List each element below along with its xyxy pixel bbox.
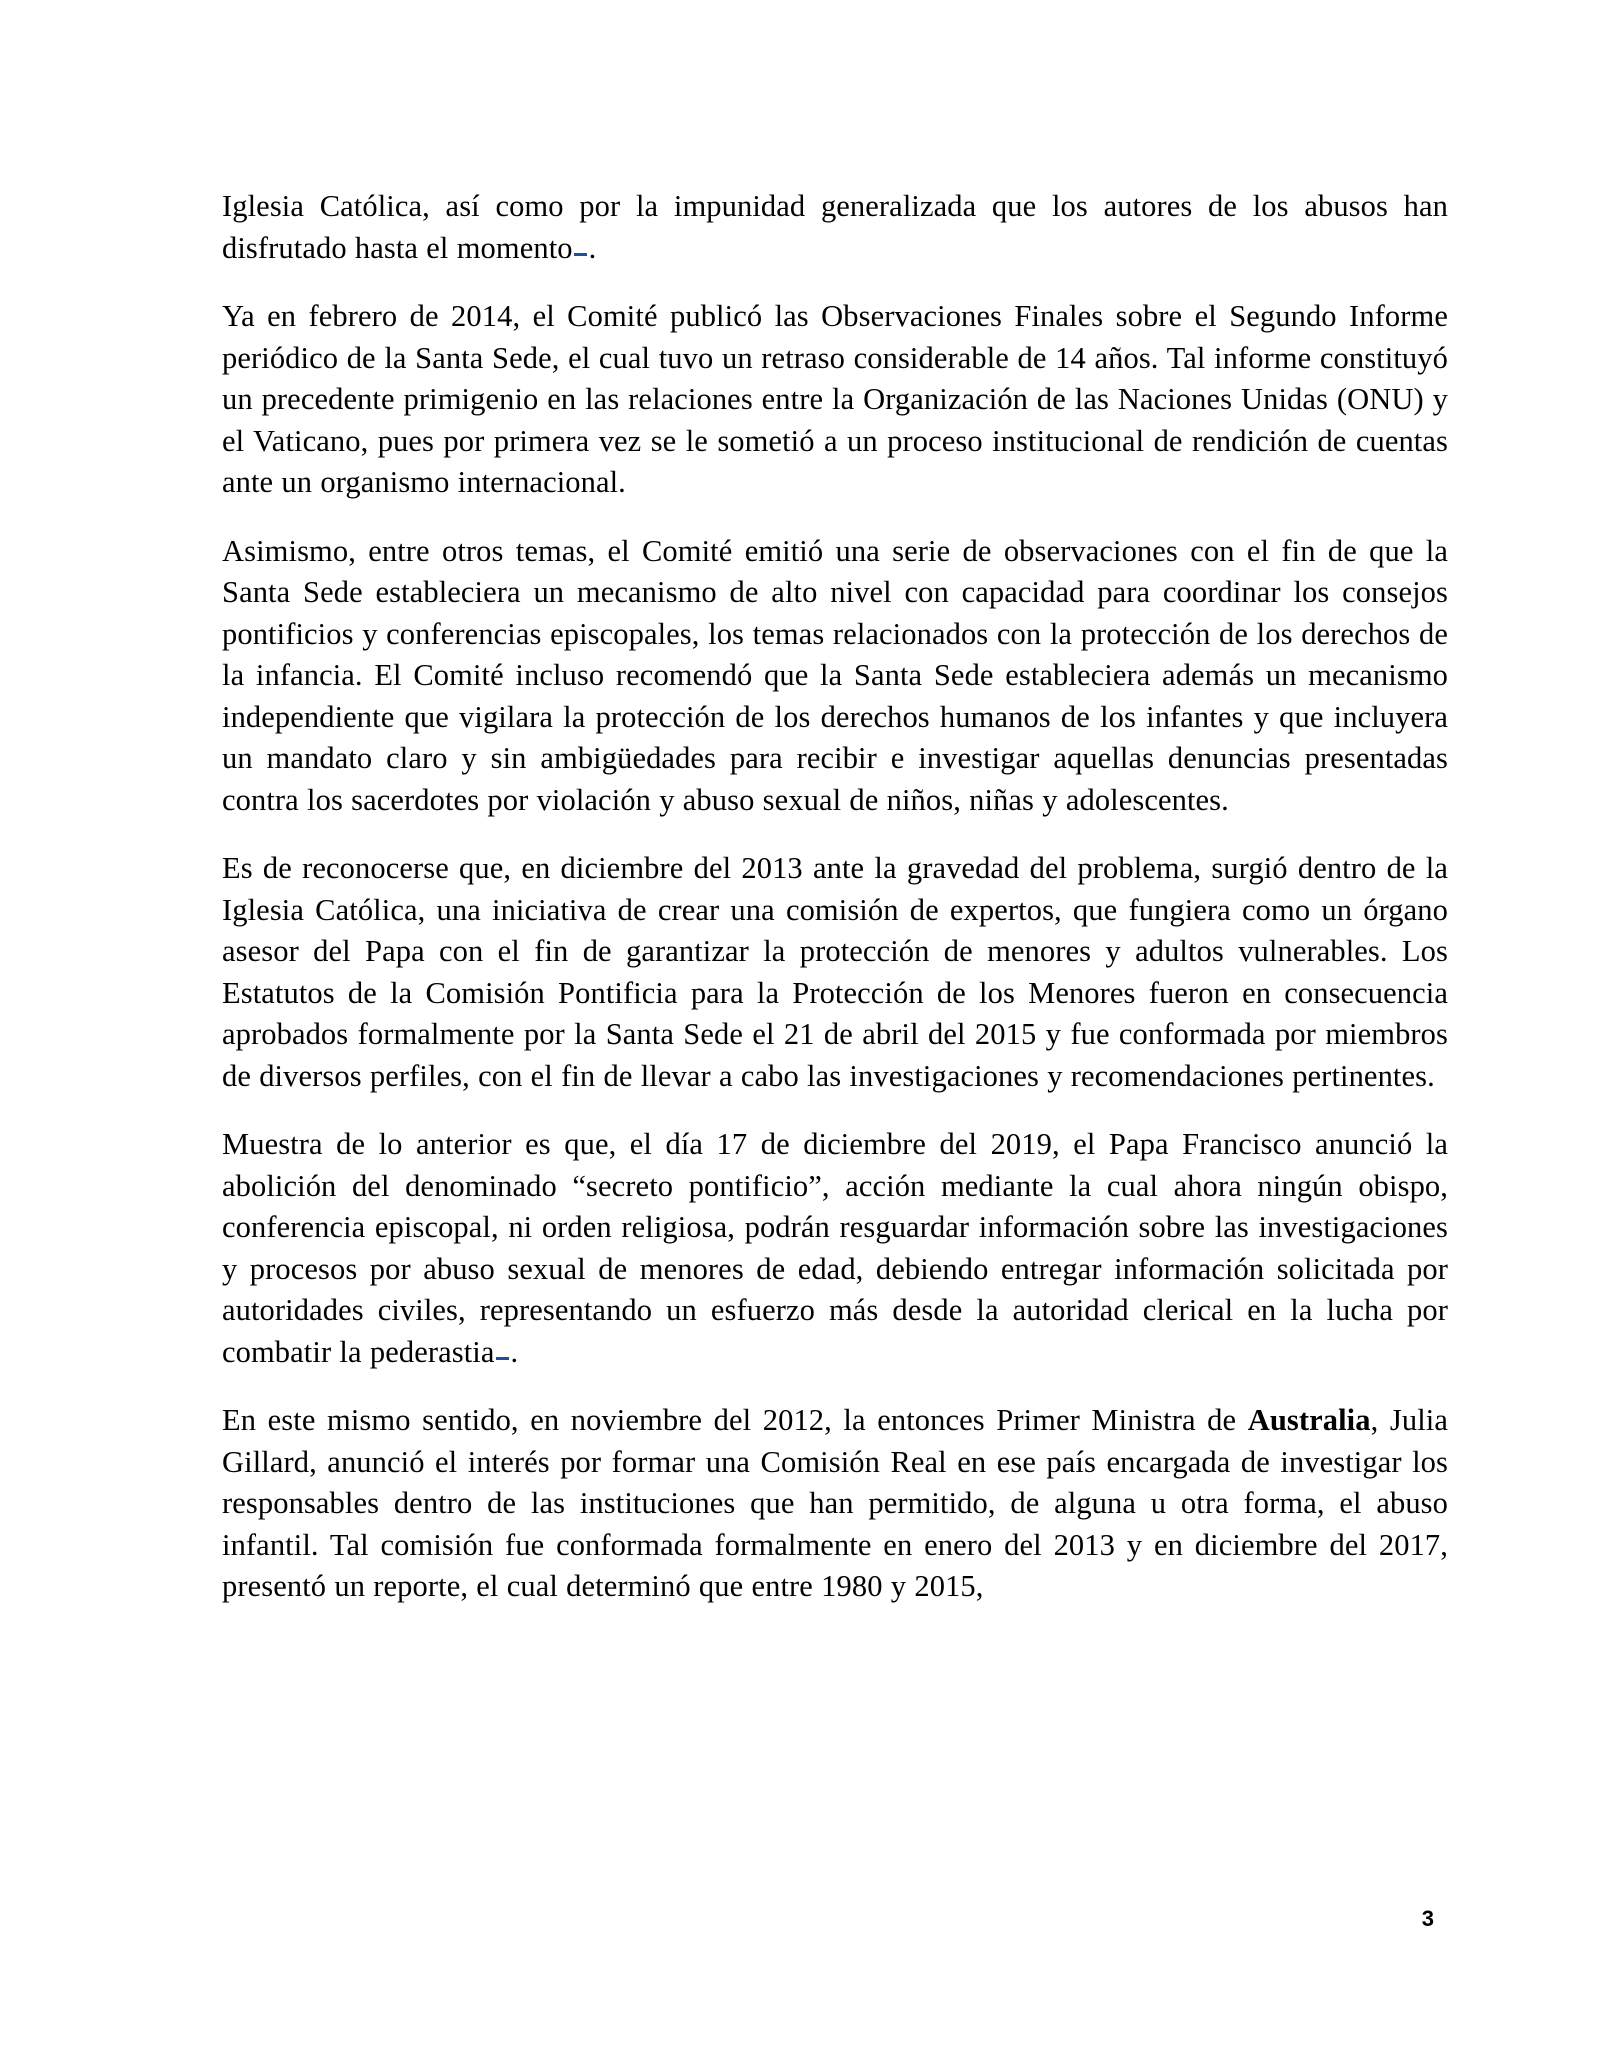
paragraph-5-tail: . xyxy=(510,1334,519,1369)
paragraph-1-tail: . xyxy=(588,230,597,265)
paragraph-6-bold-country: Australia xyxy=(1247,1403,1371,1437)
hyperlink-mark-icon[interactable] xyxy=(574,253,587,256)
paragraph-4-text: Es de reconocerse que, en diciembre del 2013 ante la gravedad del problema, surgió dentro de la Iglesia Católica, una iniciativa de crear una comisión de expertos, que fungiera como un órgano asesor del Papa con el fin de garantizar la protección de menores y adultos vulnerables. Los Estatutos de la Comisión Pontificia para la Protección de los Menores fueron en consecuencia aprobados formalmente por la Santa Sede el 21 de abril del 2015 y fue conformada por miembros de diversos perfiles, con el fin de llevar a cabo las investigaciones y recomendaciones pertinentes. xyxy=(222,851,1448,1093)
paragraph-3-text: Asimismo, entre otros temas, el Comité emitió una serie de observaciones con el fin de que la Santa Sede estableciera un mecanismo de alto nivel con capacidad para coordinar los consejos pontificios y conferencias episcopales, los temas relacionados con la protección de los derechos de la infancia. El Comité incluso recomendó que la Santa Sede estableciera además un mecanismo independiente que vigilara la protección de los derechos humanos de los infantes y que incluyera un mandato claro y sin ambigüedades para recibir e investigar aquellas denuncias presentadas contra los sacerdotes por violación y abuso sexual de niños, niñas y adolescentes. xyxy=(222,533,1448,817)
paragraph-6-text-part1: En este mismo sentido, en noviembre del 2012, la entonces Primer Ministra de xyxy=(222,1403,1248,1437)
paragraph-2-text: Ya en febrero de 2014, el Comité publicó las Observaciones Finales sobre el Segundo Informe periódico de la Santa Sede, el cual tuvo un retraso considerable de 14 años. Tal informe constituyó un precedente primigenio en las relaciones entre la Organización de las Naciones Unidas (ONU) y el Vaticano, pues por primera vez se le sometió a un proceso institucional de rendición de cuentas ante un organismo internacional. xyxy=(222,299,1448,499)
paragraph-1 xyxy=(222,186,1448,269)
paragraph-1-text: Iglesia Católica, así como por la impunidad generalizada que los autores de los abusos han disfrutado hasta el momento xyxy=(222,189,1448,265)
paragraph-6 xyxy=(222,1400,1448,1608)
hyperlink-mark-icon[interactable] xyxy=(496,1357,509,1360)
paragraph-4 xyxy=(222,848,1448,1097)
paragraph-6-text-part2: , Julia Gillard, anunció el interés por formar una Comisión Real en ese país encargada de investigar los responsables dentro de las instituciones que han permitido, de alguna u otra forma, el abuso infantil. Tal comisión fue conformada formalmente en enero del 2013 y en diciembre del 2017, presentó un reporte, el cual determinó que entre 1980 y 2015, xyxy=(222,1403,1448,1603)
paragraph-5-text: Muestra de lo anterior es que, el día 17 de diciembre del 2019, el Papa Francisco anunció la abolición del denominado “secreto pontificio”, acción mediante la cual ahora ningún obispo, conferencia episcopal, ni orden religiosa, podrán resguardar información sobre las investigaciones y procesos por abuso sexual de menores de edad, debiendo entregar información solicitada por autoridades civiles, representando un esfuerzo más desde la autoridad clerical en la lucha por combatir la pederastia xyxy=(222,1127,1448,1369)
paragraph-5 xyxy=(222,1124,1448,1373)
paragraph-3 xyxy=(222,531,1448,822)
document-body xyxy=(222,186,1448,1608)
paragraph-2 xyxy=(222,296,1448,504)
page-number: 3 xyxy=(1421,1906,1434,1931)
